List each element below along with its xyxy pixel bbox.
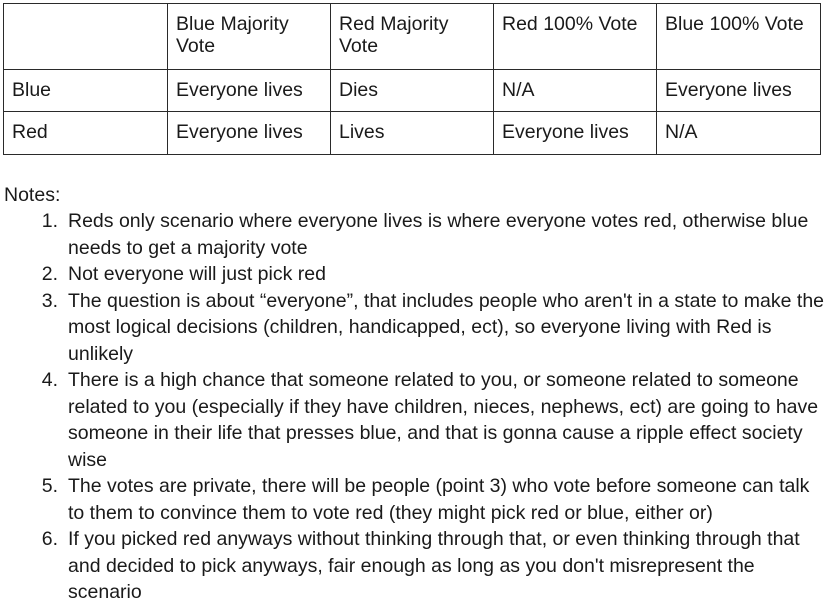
- list-item-text: The votes are private, there will be people (point 3) who vote before someone can talk to them to convince them to vote red (they might pick red or blue, either or): [68, 475, 810, 524]
- table-row: [4, 112, 821, 155]
- table-cell: Everyone lives: [657, 70, 821, 112]
- table-header-cell: Red 100% Vote: [494, 4, 657, 70]
- vote-outcome-table: [3, 3, 821, 155]
- table-cell: Dies: [331, 70, 494, 112]
- list-item: [41, 526, 826, 606]
- list-item: [41, 208, 826, 261]
- list-item-text: If you picked red anyways without thinking through that, or even thinking through that and decided to pick anyways, fair enough as long as you don't misrepresent the scenario: [68, 528, 800, 603]
- list-item-text: Reds only scenario where everyone lives is where everyone votes red, otherwise blue needs to get a majority vote: [68, 210, 809, 259]
- table-header-cell: Red Majority Vote: [331, 4, 494, 70]
- table-cell: Everyone lives: [168, 70, 331, 112]
- list-item-number: 2.: [41, 263, 58, 285]
- list-item: [41, 261, 826, 288]
- notes-heading: Notes:: [4, 184, 61, 206]
- table-header-cell: [4, 4, 168, 70]
- table-row: [4, 70, 821, 112]
- table-cell: N/A: [494, 70, 657, 112]
- list-item-text: There is a high chance that someone related to you, or someone related to someone related to you (especially if they have children, nieces, nephews, ect) are going to have someone in their life that presses blue, and that is gonna cause a ripple effect society wise: [68, 369, 819, 471]
- list-item-number: 6.: [41, 528, 58, 550]
- table-header-cell: Blue Majority Vote: [168, 4, 331, 70]
- list-item-text: Not everyone will just pick red: [68, 263, 326, 285]
- list-item-number: 4.: [41, 369, 58, 391]
- list-item-number: 1.: [41, 210, 58, 232]
- table-cell: Everyone lives: [168, 112, 331, 155]
- list-item: [41, 473, 826, 526]
- table-cell: Lives: [331, 112, 494, 155]
- list-item: [41, 288, 826, 368]
- list-item-text: The question is about “everyone”, that includes people who aren't in a state to make the most logical decisions (children, handicapped, ect), so everyone living with Red is unlikely: [68, 289, 825, 365]
- list-item-number: 3.: [41, 289, 58, 312]
- table-cell: Everyone lives: [494, 112, 657, 155]
- table-row-label: Red: [4, 112, 168, 155]
- notes-list: [0, 208, 826, 606]
- table-cell: N/A: [657, 112, 821, 155]
- table-header-row: [4, 4, 821, 70]
- list-item: [41, 367, 826, 473]
- table-row-label: Blue: [4, 70, 168, 112]
- list-item-number: 5.: [41, 475, 58, 497]
- table-header-cell: Blue 100% Vote: [657, 4, 821, 70]
